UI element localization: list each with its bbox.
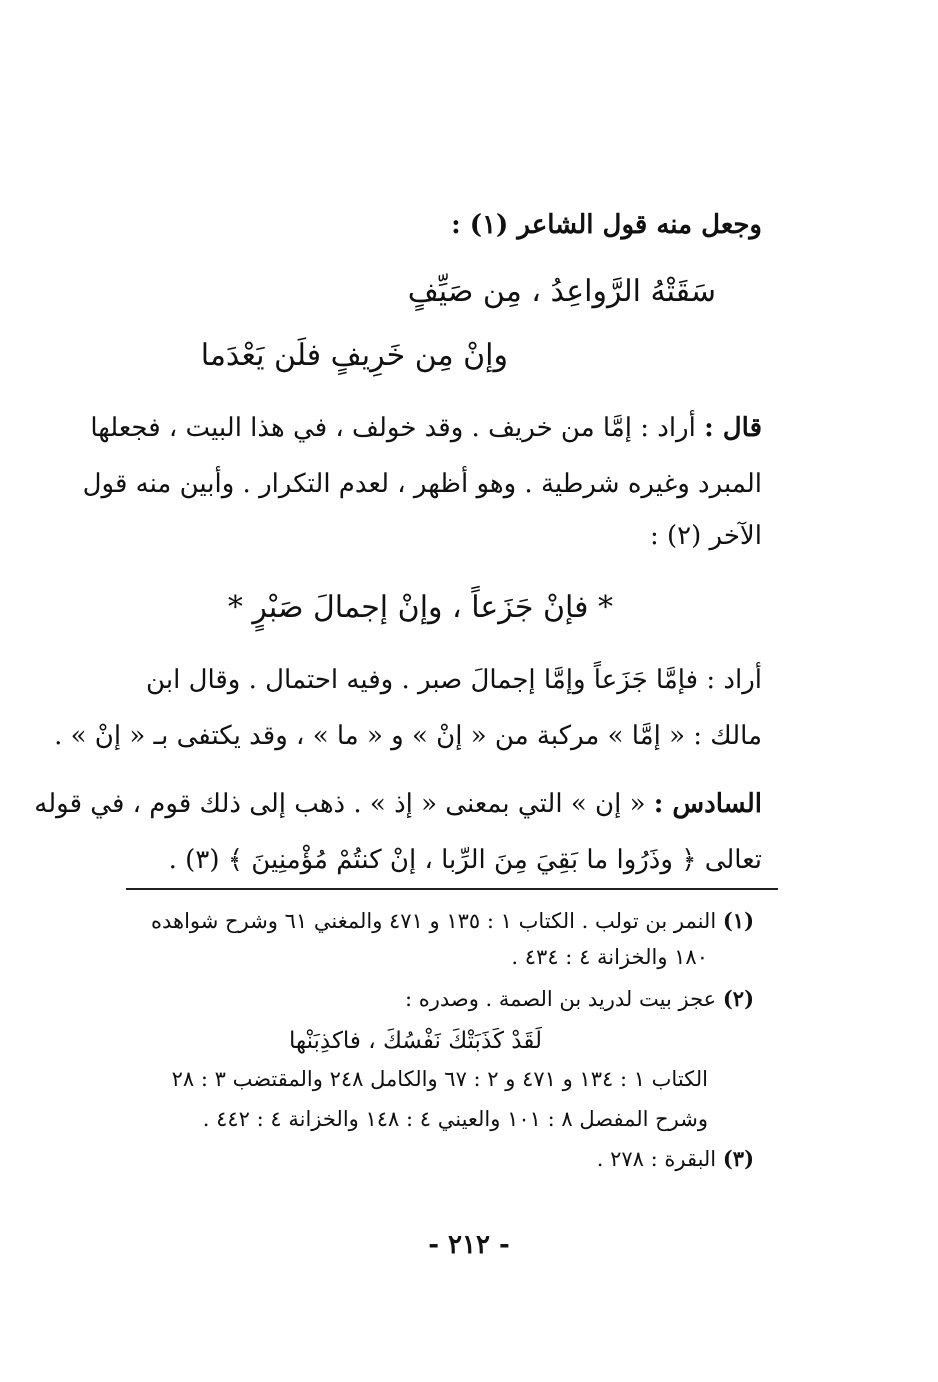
- verse2: * فإنْ جَزَعاً ، وإنْ إجمالَ صَبْرٍ *: [227, 590, 613, 625]
- footnote-1-number: (١): [722, 908, 754, 933]
- footnote-2-verse: لَقَدْ كَذَبَتْكَ نَفْسُكَ ، فاكذِبَنْها: [288, 1028, 542, 1054]
- footnote-3-text: البقرة : ٢٧٨ .: [596, 1147, 717, 1171]
- footnote-2-line3: وشرح المفصل ٨ : ١٠١ والعيني ٤ : ١٤٨ والخزانة ٤ : ٤٤٢ .: [202, 1107, 708, 1131]
- para1-line1: [90, 410, 762, 446]
- footnote-3-number: (٣): [722, 1146, 754, 1171]
- para3-line2: تعالى ﴿ وذَرُوا ما بَقِيَ مِنَ الرِّبا ، إنْ كنتُمْ مُؤْمنِينَ ﴾ (٣) .: [168, 845, 762, 875]
- page-number: - ٢١٢ -: [428, 1230, 510, 1260]
- para1-label: قال :: [704, 413, 762, 443]
- footnote-1-line1: [114, 906, 754, 936]
- footnote-2-line1: [405, 984, 754, 1014]
- para3-line1: [34, 786, 762, 822]
- para2-line1: أراد : فإمَّا جَزَعاً وإمَّا إجمالَ صبر . وفيه احتمال . وقال ابن: [146, 665, 762, 695]
- footnote-1-text: النمر بن تولب . الكتاب ١ : ١٣٥ و ٤٧١ والمغني ٦١ وشرح شواهده: [151, 909, 717, 933]
- verse1-hemistich2: وإنْ مِن خَرِيفٍ فلَن يَعْدَما: [200, 338, 508, 373]
- intro-line: وجعل منه قول الشاعر (١) :: [451, 210, 762, 240]
- para1-line3: الآخر (٢) :: [649, 521, 762, 551]
- verse1-hemistich1: سَقَتْهُ الرَّواعِدُ ، مِن صَيِّفٍ: [407, 274, 716, 309]
- footnote-3-line1: [597, 1144, 754, 1174]
- para3-line1-text: « إن » التي بمعنى « إذ » . ذهب إلى ذلك قوم ، في قوله: [34, 789, 646, 819]
- para1-line1-text: أراد : إمَّا من خريف . وقد خولف ، في هذا البيت ، فجعلها: [90, 413, 696, 443]
- footnote-divider: [126, 888, 778, 890]
- para2-line2: مالك : « إمَّا » مركبة من « إنْ » و « ما » ، وقد يكتفى بـ « إنْ » .: [54, 721, 762, 751]
- footnote-2-number: (٢): [722, 986, 754, 1011]
- footnote-2-line2: الكتاب ١ : ١٣٤ و ٤٧١ و ٢ : ٦٧ والكامل ٢٤٨ والمقتضب ٣ : ٢٨: [171, 1067, 708, 1091]
- footnote-1-line2: ١٨٠ والخزانة ٤ : ٤٣٤ .: [511, 945, 708, 969]
- para3-label: السادس :: [653, 789, 762, 819]
- para1-line2: المبرد وغيره شرطية . وهو أظهر ، لعدم التكرار . وأبين منه قول: [82, 469, 762, 499]
- footnote-2-text: عجز بيت لدريد بن الصمة . وصدره :: [404, 987, 717, 1011]
